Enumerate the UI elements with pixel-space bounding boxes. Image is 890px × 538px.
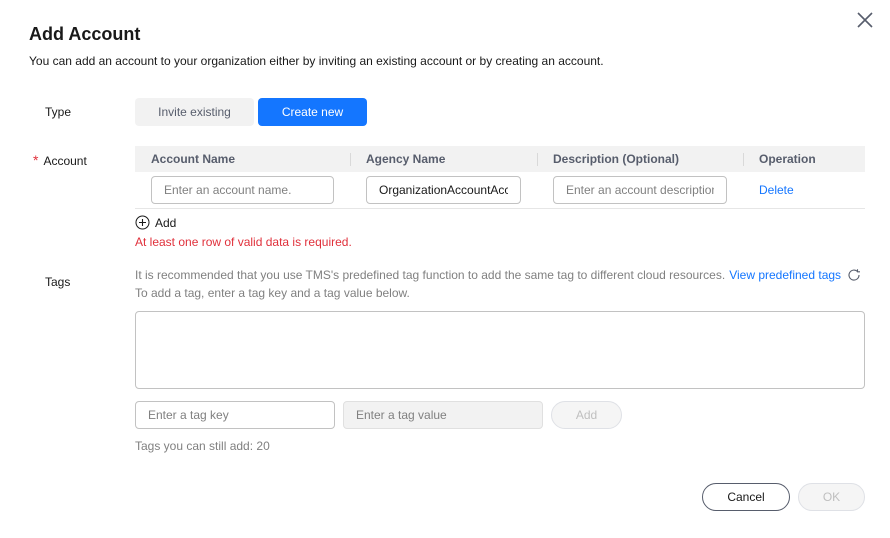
tag-key-input[interactable] — [135, 401, 335, 429]
tags-help-line1: It is recommended that you use TMS's predefined tag function to add the same tag to different cloud resources. — [135, 268, 726, 282]
account-table — [135, 146, 865, 209]
tags-label: Tags — [45, 275, 71, 289]
add-row-button[interactable] — [135, 215, 176, 230]
operation-cell — [743, 183, 865, 197]
ok-button[interactable]: OK — [798, 483, 865, 511]
column-header-agency-name: Agency Name — [350, 146, 537, 172]
agency-name-input[interactable] — [366, 176, 521, 204]
tags-remaining-text: Tags you can still add: 20 — [135, 439, 270, 453]
description-input[interactable] — [553, 176, 727, 204]
tags-help-text — [135, 268, 861, 282]
type-label: Type — [45, 105, 72, 119]
view-predefined-tags-link[interactable]: View predefined tags — [729, 268, 842, 282]
close-icon[interactable] — [855, 10, 875, 30]
agency-name-cell — [350, 176, 537, 204]
delete-link[interactable]: Delete — [759, 183, 794, 197]
cancel-button[interactable]: Cancel — [702, 483, 790, 511]
required-asterisk: * — [33, 152, 39, 168]
column-header-operation: Operation — [743, 146, 865, 172]
description-cell — [537, 176, 743, 204]
account-name-input[interactable] — [151, 176, 334, 204]
dialog-title: Add Account — [29, 24, 141, 44]
dialog-subtitle: You can add an account to your organization either by inviting an existing account or by creating an account. — [29, 54, 604, 68]
account-label-text: Account — [43, 154, 87, 168]
type-segmented-control — [135, 98, 367, 126]
column-header-account-name: Account Name — [151, 152, 236, 166]
tags-help-line2: To add a tag, enter a tag key and a tag value below. — [135, 286, 410, 300]
account-error-message: At least one row of valid data is required. — [135, 235, 352, 249]
add-row-label: Add — [155, 215, 177, 230]
account-table-header — [135, 146, 865, 172]
create-new-option[interactable]: Create new — [258, 98, 367, 126]
tags-list-box — [135, 311, 865, 389]
refresh-icon[interactable] — [847, 268, 861, 282]
column-header-description: Description (Optional) — [537, 146, 743, 172]
account-name-cell — [135, 176, 350, 204]
account-label — [33, 152, 87, 168]
plus-circle-icon — [135, 215, 150, 230]
table-row — [135, 172, 865, 209]
tag-value-input[interactable] — [343, 401, 543, 429]
invite-existing-option[interactable]: Invite existing — [135, 98, 254, 126]
add-tag-button[interactable]: Add — [551, 401, 622, 429]
